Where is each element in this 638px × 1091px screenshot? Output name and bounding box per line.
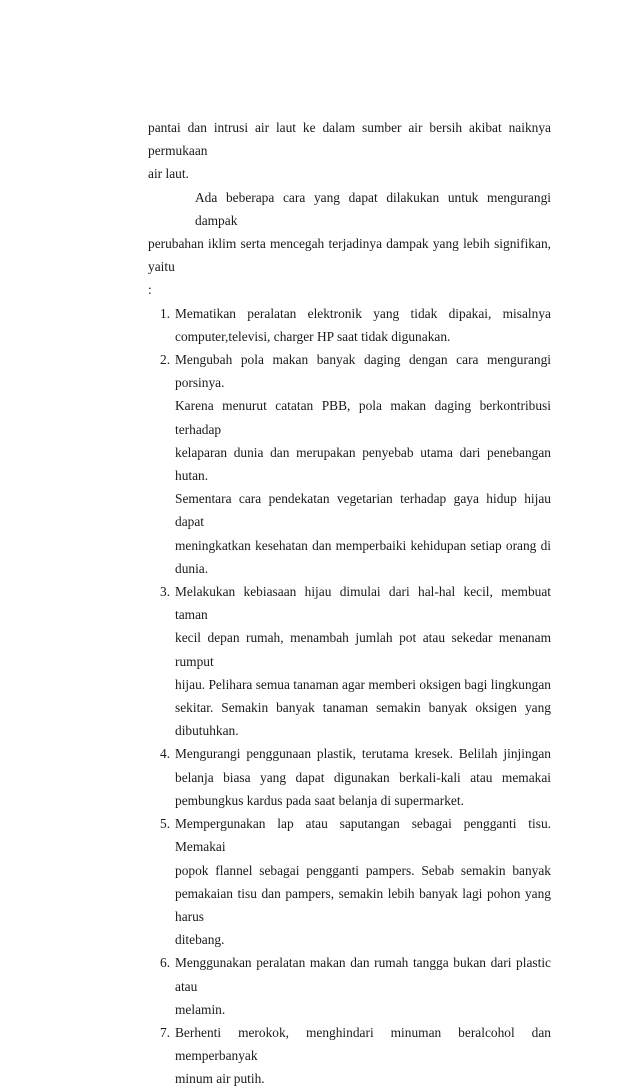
text-line: dunia. — [175, 560, 209, 576]
text-line: kelaparan dunia dan merupakan penyebab utama dari penebangan hutan. — [175, 444, 551, 484]
list-item — [148, 580, 551, 742]
text-line: Mempergunakan lap atau saputangan sebagai pengganti tisu. Memakai — [175, 816, 551, 855]
text-line: kecil depan rumah, menambah jumlah pot atau sekedar menanam rumput — [175, 630, 551, 669]
list-item — [148, 812, 551, 951]
text-line: Sementara cara pendekatan vegetarian terhadap gaya hidup hijau dapat — [175, 491, 551, 530]
list-number: 3. — [160, 584, 171, 600]
list-item — [148, 348, 551, 580]
text-line: Karena menurut catatan PBB, pola makan daging berkontribusi terhadap — [175, 398, 551, 437]
intro-text — [148, 116, 551, 186]
list-number: 6. — [160, 955, 171, 971]
text-line: melamin. — [175, 1001, 226, 1017]
text-line: belanja biasa yang dapat digunakan berkali-kali atau memakai — [175, 769, 551, 785]
text-line: pembungkus kardus pada saat belanja di supermarket. — [175, 792, 464, 808]
text-line: Mengubah pola makan banyak daging dengan cara mengurangi porsinya. — [175, 352, 551, 391]
list-item — [148, 1021, 551, 1091]
paragraph — [148, 186, 551, 302]
numbered-list — [148, 302, 551, 1091]
text-line: meningkatkan kesehatan dan memperbaiki kehidupan setiap orang di — [175, 537, 551, 553]
text-line: computer,televisi, charger HP saat tidak digunakan. — [175, 328, 451, 344]
text-line: Mematikan peralatan elektronik yang tidak dipakai, misalnya — [175, 305, 551, 321]
text-line: pemakaian tisu dan pampers, semakin lebih banyak lagi pohon yang harus — [175, 885, 551, 924]
text-line: sekitar. Semakin banyak tanaman semakin banyak oksigen yang — [175, 700, 551, 716]
list-number: 7. — [160, 1024, 171, 1040]
list-item — [148, 302, 551, 348]
text-line: popok flannel sebagai pengganti pampers. Sebab semakin banyak — [175, 862, 551, 878]
list-item — [148, 742, 551, 812]
text-line: Berhenti merokok, menghindari minuman beralcohol dan memperbanyak — [175, 1024, 551, 1064]
text-line: Menggunakan peralatan makan dan rumah tangga bukan dari plastic atau — [175, 955, 551, 994]
list-number: 4. — [160, 746, 171, 762]
list-number: 1. — [160, 305, 171, 321]
list-number: 2. — [160, 352, 171, 368]
list-item — [148, 951, 551, 1021]
text-line: pantai dan intrusi air laut ke dalam sumber air bersih akibat naiknya permukaan — [148, 120, 551, 159]
text-line: air laut. — [148, 166, 189, 182]
list-number: 5. — [160, 816, 171, 832]
text-line: hijau. Pelihara semua tanaman agar memberi oksigen bagi lingkungan — [175, 676, 551, 692]
text-line: Melakukan kebiasaan hijau dimulai dari hal-hal kecil, membuat taman — [175, 584, 551, 623]
text-line: perubahan iklim serta mencegah terjadinya dampak yang lebih signifikan, yaitu — [148, 236, 551, 275]
page-body — [148, 116, 551, 1091]
text-line: Ada beberapa cara yang dapat dilakukan untuk mengurangi dampak — [195, 189, 551, 228]
text-line: minum air putih. — [175, 1071, 265, 1087]
text-line: : — [148, 282, 152, 298]
text-line: dibutuhkan. — [175, 723, 239, 739]
text-line: ditebang. — [175, 932, 225, 948]
text-line: Mengurangi penggunaan plastik, terutama kresek. Belilah jinjingan — [175, 746, 551, 762]
